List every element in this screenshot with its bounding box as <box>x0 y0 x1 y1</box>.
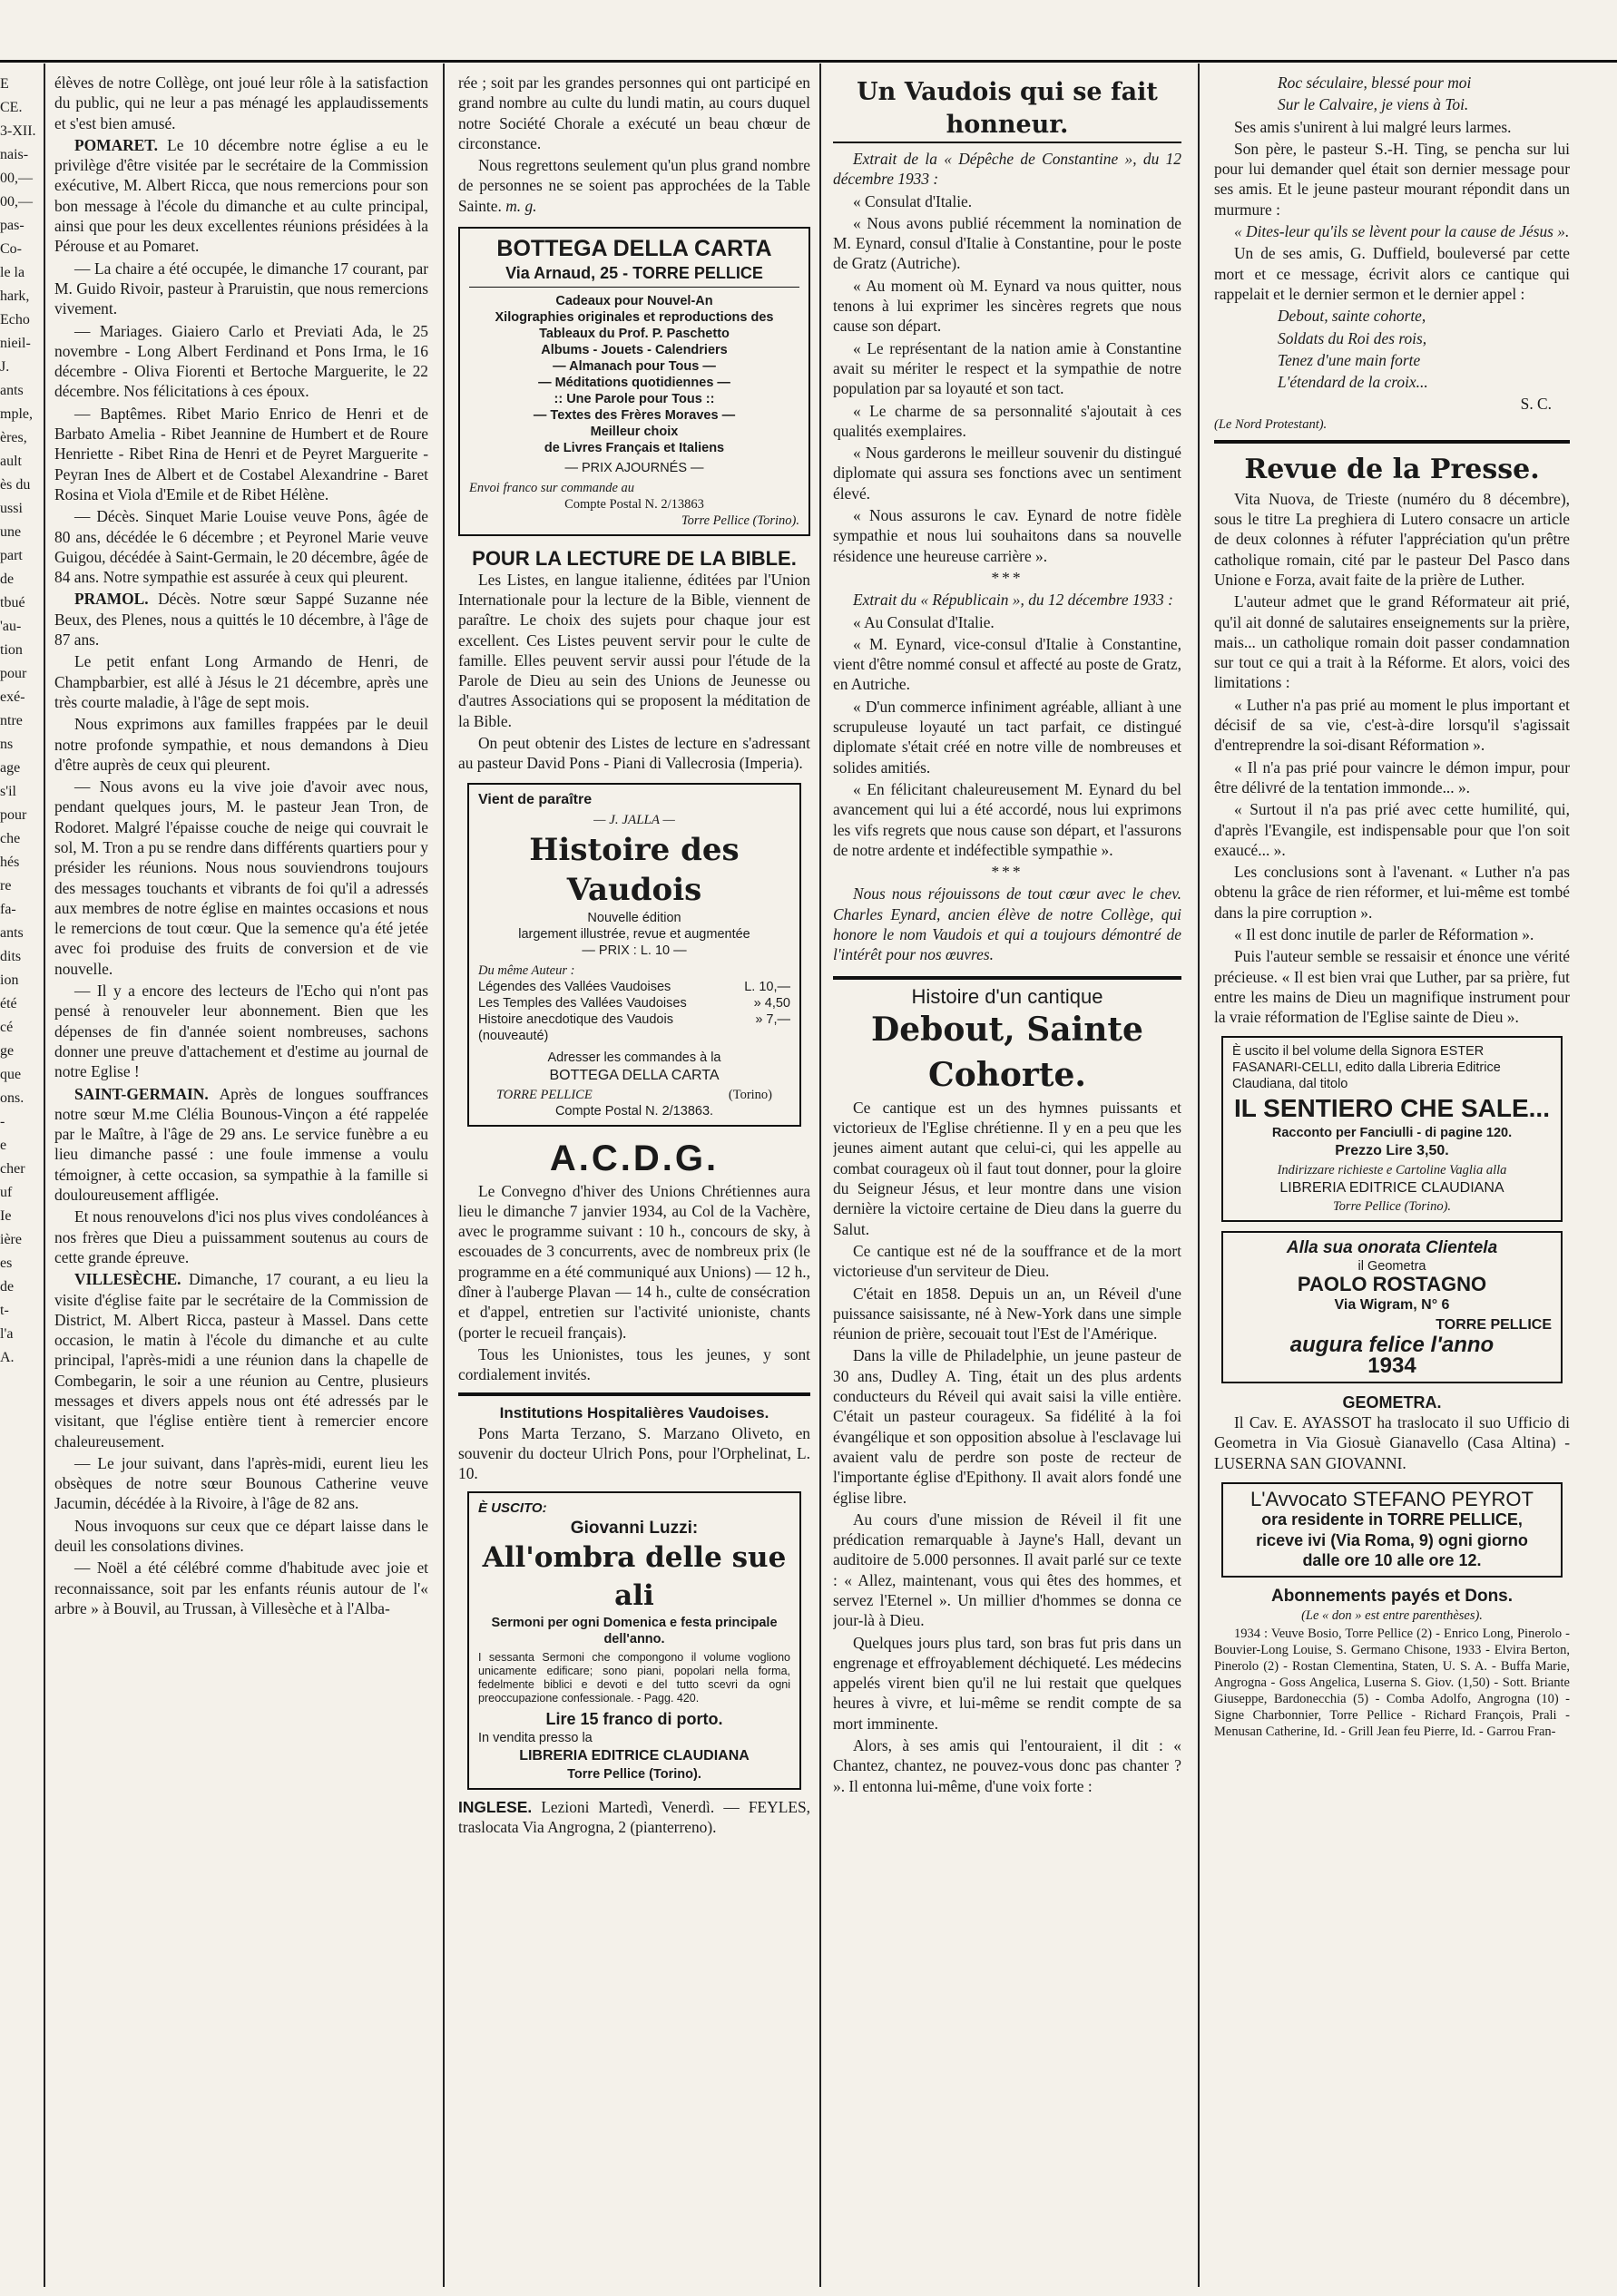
place-heading: POMARET. <box>74 135 158 154</box>
ad-line: :: Une Parole pour Tous :: <box>554 392 715 407</box>
column-rule <box>443 64 445 2287</box>
poem-line: Soldats du Roi des rois, <box>1278 328 1427 347</box>
column-rule <box>1198 64 1200 2287</box>
ad-city: TORRE PELLICE <box>496 1087 593 1102</box>
margin-fragment: l'a <box>0 1326 14 1342</box>
ad-title: PAOLO ROSTAGNO <box>1297 1273 1487 1296</box>
ad-line: — PRIX : L. 10 — <box>582 943 687 959</box>
margin-fragment: exé- <box>0 689 25 705</box>
margin-fragment: - <box>0 1114 5 1129</box>
margin-fragment: ussi <box>0 501 23 516</box>
paragraph: Dans la ville de Philadelphie, un jeune pasteur de 30 ans, Dudley A. Ting, était un des plus ardents conducteurs du Réveil qui avait saisi la ville entière. C'était un pasteur courageux. Sa fidélité à la foi évangélique et son opposition absolue à l'esclavage lui avaient valu de perdre son poste de recteur de l'importante église d'Epithony. Il avait alors fondé une église libre. <box>833 1346 1181 1507</box>
margin-fragment: J. <box>0 359 10 375</box>
section-title: Institutions Hospitalières Vaudoises. <box>499 1403 769 1422</box>
paragraph: « Le charme de sa personnalité s'ajoutait à ces qualités exemplaires. <box>833 401 1181 440</box>
ad-line: Alla sua onorata Clientela <box>1286 1238 1498 1258</box>
ad-line: Albums - Jouets - Calendriers <box>541 343 728 358</box>
ad-line: Du même Auteur : <box>478 963 575 979</box>
margin-fragment: dits <box>0 949 22 964</box>
paragraph: « D'un commerce infiniment agréable, alliant à une scrupuleuse loyauté un tact parfait, ce distingué diplomate s'était créé en notre ville de nombreuses et solides amitiés. <box>833 697 1181 777</box>
divider <box>458 1392 810 1396</box>
paragraph: Au cours d'une mission de Réveil il fit une prédication remarquable à Jayne's Hall, devant un auditoire de 5.000 personnes. Il avait parlé sur ce texte : « Allez, maintenant, vous qui êtes des hommes, et servez l'Eternel ». Un millier d'hommes se donna ce jour-là à Dieu. <box>833 1509 1181 1630</box>
ad-line: dalle ore 10 alle ore 12. <box>1302 1550 1482 1569</box>
ad-line: In vendita presso la <box>478 1730 593 1745</box>
margin-fragment: 3-XII. <box>0 123 36 139</box>
margin-fragment: che <box>0 831 21 846</box>
paragraph: Et nous renouvelons d'ici nos plus vives condoléances à nos frères que Dieu a puissamment soutenus au cours de cette grande épreuve. <box>54 1207 428 1266</box>
ad-line: Torre Pellice (Torino). <box>1332 1199 1452 1215</box>
paragraph <box>458 1797 810 1838</box>
price-row <box>478 979 790 995</box>
top-rule <box>0 60 1617 63</box>
ad-line: Vient de paraître <box>478 791 593 807</box>
ad-line: Prezzo Lire 3,50. <box>1335 1143 1449 1159</box>
paragraph <box>54 1084 428 1206</box>
margin-fragment: ants <box>0 925 24 941</box>
ad-line: 1934 <box>1367 1353 1416 1378</box>
poem-line: Tenez d'une main forte <box>1278 350 1421 369</box>
margin-fragment: ons. <box>0 1090 24 1106</box>
margin-fragment: pour <box>0 666 27 681</box>
paragraph: « Surtout il n'a pas prié avec cette humilité, qui, d'après l'Evangile, est indispensable pour que l'on soit exaucé... ». <box>1214 800 1570 859</box>
margin-fragment: hés <box>0 855 20 870</box>
ad-line: Torre Pellice (Torino). <box>681 513 799 529</box>
margin-fragment: ault <box>0 454 22 469</box>
ad-line: BOTTEGA DELLA CARTA <box>549 1068 720 1084</box>
section-title: GEOMETRA. <box>1342 1392 1442 1412</box>
margin-fragment: pour <box>0 807 27 823</box>
ad-histoire-vaudois <box>467 783 801 1127</box>
margin-fragment: t- <box>0 1303 9 1318</box>
paragraph: « M. Eynard, vice-consul d'Italie à Constantine, vient d'être nommé consul et affecté au poste de Gratz, en Autriche. <box>833 634 1181 694</box>
ad-title: Histoire des Vaudois <box>529 832 740 909</box>
paragraph: Son père, le pasteur S.-H. Ting, se pencha sur lui pour lui demander quel était son dernier message pour ses amis. Et le jeune pasteur mourant répondit dans un murmure : <box>1214 139 1570 219</box>
paragraph: — Il y a encore des lecteurs de l'Echo qui n'ont pas pensé à renouveler leur abonnement. Bien que les dépenses de fin d'année soient nombreuses, sachons donner une preuve d'attachement et d'estime au journal de notre Eglise ! <box>54 982 428 1081</box>
paragraph-text: Le 10 décembre notre église a eu le privilège d'être visitée par le secrétaire de la Commission exécutive, M. Albert Ricca, que nous remercions pour son bon message à l'école du dimanche et au culte principal, ainsi que pour les deux excellentes réunions présidées à la Pérouse et au Pomaret. <box>54 135 428 256</box>
ad-sentiero <box>1221 1036 1563 1222</box>
margin-fragment: de <box>0 1279 15 1295</box>
section-title: Revue de la Presse. <box>1244 453 1540 485</box>
ad-line: ora residente in TORRE PELLICE, <box>1261 1510 1523 1529</box>
book-price: » 7,— <box>755 1012 790 1028</box>
paragraph: — Baptêmes. Ribet Mario Enrico de Henri et de Barbato Amelia - Ribet Jeannine de Humbert et de Roure Henriette - Ribet Rina de Henri et de Peyret Marguerite - Peyran Ines de Albert et de Costabel Alexandrine - Baret Rosina et Viola d'Emile et de Ribet Hélène. <box>54 404 428 503</box>
paragraph: Nous exprimons aux familles frappées par le deuil notre profonde sympathie, et nous demandons à Dieu d'être auprès de ceux qui pleurent. <box>54 715 428 774</box>
ad-luzzi <box>467 1491 801 1790</box>
column-4 <box>1214 73 1570 2287</box>
paragraph: Les conclusions sont à l'avenant. « Luther n'a pas obtenu la grâce de rien réformer, et lui-même est tombé dans la pire corruption ». <box>1214 863 1570 922</box>
separator-stars: *** <box>991 568 1024 587</box>
paragraph: — Décès. Sinquet Marie Louise veuve Pons, âgée de 80 ans, décédée le 6 décembre ; et Peyronel Marie veuve Guigou, décédée à Saint-Germain, le 20 décembre, âgée de 84 ans. Notre sympathie est assurée à ceux qui pleurent. <box>54 507 428 587</box>
paragraph: Tous les Unionistes, tous les jeunes, y sont cordialement invités. <box>458 1344 810 1384</box>
ad-line: Cadeaux pour Nouvel-An <box>555 294 713 309</box>
paragraph: Alors, à ses amis qui l'entouraient, il dit : « Chantez, chantez, ne pouvez-vous donc pas chanter ? ». Il entonna lui-même, d'une voix forte : <box>833 1736 1181 1795</box>
paragraph <box>54 589 428 650</box>
margin-fragment: re <box>0 878 12 894</box>
margin-fragment: le la <box>0 265 25 280</box>
article-title: Un Vaudois qui se fait honneur. <box>833 76 1181 143</box>
section-title: POUR LA LECTURE DE LA BIBLE. <box>472 547 797 571</box>
paragraph: Ce cantique est né de la souffrance et de la mort victorieuse d'un serviteur de Dieu. <box>833 1241 1181 1281</box>
ad-title: All'ombra delle sue ali <box>482 1541 787 1613</box>
paragraph: Nous nous réjouissons de tout cœur avec le chev. Charles Eynard, ancien élève de notre Collège, qui honore le nom Vaudois et qui a toujours démontré de l'intérêt pour nos œuvres. <box>833 884 1181 964</box>
margin-fragment: s'il <box>0 784 16 799</box>
ad-line: Racconto per Fanciulli - di pagine 120. <box>1271 1126 1513 1141</box>
source-note: (Le Nord Protestant). <box>1214 416 1328 432</box>
paragraph-text: Nous regrettons seulement qu'un plus grand nombre de personnes ne se soient pas approchées de la Table Sainte. <box>458 156 810 215</box>
ad-line: È uscito il bel volume della Signora ESTER FASANARI-CELLI, edito dalla Libreria Editrice Claudiana, dal titolo <box>1232 1044 1501 1092</box>
paragraph: « En félicitant chaleureusement M. Eynard du bel avancement qui lui a été accordé, nous lui exprimons les vifs regrets que nous cause son départ, et l'assurons de notre ardente et indéfectible sympathie ». <box>833 779 1181 859</box>
margin-fragment: tbué <box>0 595 25 611</box>
ad-line: TORRE PELLICE <box>1436 1316 1552 1333</box>
margin-fragment: ntre <box>0 713 23 728</box>
place-heading: INGLESE. <box>458 1797 533 1816</box>
margin-fragment: Co- <box>0 241 22 257</box>
margin-fragment: que <box>0 1067 22 1082</box>
paragraph: « Consulat d'Italie. <box>853 191 973 210</box>
signature: S. C. <box>1520 395 1552 414</box>
subscriber-list: 1934 : Veuve Bosio, Torre Pellice (2) - Enrico Long, Pinerolo - Bouvier-Long Louise, S. Germano Chisone, 1933 - Elvira Berton, Pinerolo (2) - Rostan Clementina, Staten, U. S. A. - Buffa Marie, Angrogna - Goss Angelica, Luserna S. Giov. (1,50) - Sott. Briante Giuseppe, Bardonecchia (5) - Comba Adolfo, Angrogna (10) - Signe Charbonnier, Torre Pellice - Richard François, Prali - Menusan Catherine, Id. - Grill Jean feu Pierre, Id. - Garrou Fran- <box>1214 1626 1570 1739</box>
paragraph: Puis l'auteur semble se ressaisir et énonce une vérité précieuse. « Il est bien vrai que Luther, par sa prière, fut entre les mains de Dieu un magnifique instrument pour la vraie réformation de l'Eglise sainte de Dieu ». <box>1214 947 1570 1027</box>
ad-line: LIBRERIA EDITRICE CLAUDIANA <box>519 1747 750 1764</box>
ad-line: Compte Postal N. 2/13863 <box>564 497 704 513</box>
column-1 <box>54 73 428 2287</box>
book-title: Histoire anecdotique des Vaudois (nouveauté) <box>478 1012 673 1044</box>
margin-fragment: cé <box>0 1020 14 1035</box>
ad-line: Meilleur choix <box>590 425 679 440</box>
ad-line: riceve ivi (Via Roma, 9) ogni giorno <box>1256 1530 1528 1549</box>
paragraph-text: Décès. Notre sœur Sappé Suzanne née Beux, des Plenes, nous a quittés le 10 décembre, à l'âge de 87 ans. <box>54 590 428 650</box>
margin-fragment: e <box>0 1138 7 1153</box>
book-title: Les Temples des Vallées Vaudoises <box>478 996 687 1011</box>
ad-line: Torre Pellice (Torino). <box>567 1766 701 1782</box>
ad-rostagno <box>1221 1231 1563 1383</box>
ad-line: LIBRERIA EDITRICE CLAUDIANA <box>1279 1179 1504 1196</box>
paragraph: Extrait du « Républicain », du 12 décembre 1933 : <box>853 591 1173 610</box>
margin-fragment: ès du <box>0 477 31 493</box>
place-heading: PRAMOL. <box>74 590 149 609</box>
ad-line: largement illustrée, revue et augmentée <box>518 927 750 943</box>
margin-fragment: hark, <box>0 288 30 304</box>
ad-line: augura felice l'anno <box>1289 1333 1494 1358</box>
book-title: Légendes des Vallées Vaudoises <box>478 980 671 995</box>
book-price: » 4,50 <box>753 996 790 1011</box>
ad-line: — PRIX AJOURNÉS — <box>564 461 704 476</box>
paragraph: Quelques jours plus tard, son bras fut pris dans un engrenage et effroyablement déchiqueté. Les médecins appelés virent bien qu'il ne lui restait que quelques heures à vivre, et lui-même se rendit compte de sa mort imminente. <box>833 1633 1181 1733</box>
paragraph: rée ; soit par les grandes personnes qui ont participé en grand nombre au culte du lundi matin, au cours duquel notre Société Chorale a exécuté un beau chœur de circonstance. <box>458 73 810 152</box>
poem-line: Roc séculaire, blessé pour moi <box>1278 73 1472 92</box>
margin-fragment: ns <box>0 737 14 752</box>
margin-fragment: nais- <box>0 147 29 162</box>
margin-fragment: age <box>0 760 21 776</box>
margin-fragment: Echo <box>0 312 30 327</box>
ad-line: — Almanach pour Tous — <box>553 359 716 375</box>
paragraph: Les Listes, en langue italienne, éditées par l'Union Internationale pour la lecture de la Bible, viennent de paraître. Le choix des sujets pour chaque jour est excellent. Ces Listes peuvent servir pour le culte de famille. Elles peuvent servir aussi pour l'étude de la Parole de Dieu au sein des Unions de Jeunesse ou d'autres Associations qui se proposent la méditation de la Bible. <box>458 570 810 730</box>
ad-line: Via Wigram, N° 6 <box>1334 1296 1450 1313</box>
paragraph <box>54 135 428 257</box>
paragraph-text: Après de longues souffrances notre sœur M.me Clélia Bounous-Vinçon a été rappelée par le Maître, à l'âge de 29 ans. Le service funèbre a eu lieu dimanche passé : une foule immense a voulu témoigner, à cette occasion, sa sympathie à la famille si douloureusement affligée. <box>54 1084 428 1205</box>
place-heading: SAINT-GERMAIN. <box>74 1084 209 1103</box>
note: (Le « don » est entre parenthèses). <box>1301 1607 1483 1623</box>
margin-fragment: Ie <box>0 1208 12 1224</box>
margin-fragment: 'au- <box>0 619 22 634</box>
margin-fragment: E <box>0 76 9 92</box>
margin-fragment: tion <box>0 642 23 658</box>
ad-line: de Livres Français et Italiens <box>544 441 725 456</box>
ad-region: (Torino) <box>728 1087 772 1102</box>
margin-fragments <box>0 73 40 2287</box>
section-title: Abonnements payés et Dons. <box>1270 1587 1514 1607</box>
paragraph: Il Cav. E. AYASSOT ha traslocato il suo Ufficio di Geometra in Via Giosuè Gianavello (Casa Altina) - LUSERNA SAN GIOVANNI. <box>1214 1413 1570 1472</box>
margin-fragment: CE. <box>0 100 23 115</box>
ad-address: Via Arnaud, 25 - TORRE PELLICE <box>469 263 799 288</box>
paragraph: — Nous avons eu la vive joie d'avoir avec nous, pendant quelques jours, M. le pasteur Jean Tron, de Rodoret. Malgré l'épaisse couche de neige qui couvrait le sol, M. Tron a pu se rendre dans différents quartiers pour y présider les réunions. Nous nous souviendrons toujours des messages touchants et vibrants de foi qu'il a adressés aux membres de notre église en maintes occasions et nous le remercions de tout cœur. Que la semence qu'a été jetée avec foi produise des fruits de conversion et de vie nouvelle. <box>54 777 428 978</box>
article-subtitle: Histoire d'un cantique <box>911 984 1103 1008</box>
ad-title: BOTTEGA DELLA CARTA <box>496 236 772 262</box>
margin-fragment: ge <box>0 1043 15 1059</box>
column-rule <box>44 64 45 2287</box>
paragraph: « Luther n'a pas prié au moment le plus important et décisif de sa vie, c'est-à-dire lorsqu'il s'agissait d'entreprendre la soi-disant Réformation ». <box>1214 695 1570 755</box>
ad-line: — J. JALLA — <box>593 812 675 827</box>
paragraph: Ses amis s'unirent à lui malgré leurs larmes. <box>1234 117 1512 136</box>
paragraph: « Au moment où M. Eynard va nous quitter, nous tenons à lui exprimer les sincères regrets que nous cause son départ. <box>833 276 1181 336</box>
ad-peyrot <box>1221 1482 1563 1578</box>
paragraph: Ce cantique est un des hymnes puissants et victorieux de l'Eglise chrétienne. Il y en a peu que les jeunes aiment autant que celui-ci, qui les appelle au combat courageux où il faut tout donner, pour la gloire du Seigneur Jésus, et leur montre dans une vision dernière la victoire certaine de Dieu dans la guerre du Salut. <box>833 1098 1181 1238</box>
margin-fragment: cher <box>0 1161 25 1177</box>
paragraph: Nous invoquons sur ceux que ce départ laisse dans le deuil les consolations divines. <box>54 1516 428 1556</box>
divider <box>1214 440 1570 444</box>
margin-fragment: ion <box>0 972 19 988</box>
signature: m. g. <box>505 196 537 215</box>
margin-fragment: uf <box>0 1185 13 1200</box>
margin-fragment: ères, <box>0 430 27 445</box>
paragraph: Pons Marta Terzano, S. Marzano Oliveto, en souvenir du docteur Ulrich Pons, pour l'Orphelinat, L. 10. <box>458 1423 810 1483</box>
margin-fragment: mple, <box>0 406 33 422</box>
ad-line: Compte Postal N. 2/13863. <box>554 1103 714 1119</box>
ad-line: Envoi franco sur commande au <box>469 481 635 496</box>
ad-line: I sessanta Sermoni che compongono il volume vogliono unicamente edificare; sono piani, popolari nella forma, fedelmente biblici e devoti e del tutto scevri da ogni preoccupazione confessionale. - Pagg. 420. <box>478 1651 790 1705</box>
ad-line: Lire 15 franco di porto. <box>545 1710 723 1729</box>
margin-fragment: ière <box>0 1232 22 1247</box>
margin-fragment: nieil- <box>0 336 31 351</box>
paragraph <box>458 155 810 216</box>
ad-line: Sermoni per ogni Domenica e festa principale dell'anno. <box>491 1616 778 1647</box>
margin-fragment: fa- <box>0 902 16 917</box>
paragraph: « Nous garderons le meilleur souvenir du distingué diplomate qui assura ses fonctions avec un sentiment élevé. <box>833 444 1181 503</box>
ad-line: Adresser les commandes à la <box>547 1050 721 1066</box>
poem-line: Debout, sainte cohorte, <box>1278 307 1426 326</box>
paragraph: Un de ses amis, G. Duffield, bouleversé par cette mort et ce message, écrivit alors ce cantique qui rappelait et le dernier sermon et le dernier appel : <box>1214 244 1570 303</box>
margin-fragment: 00,— <box>0 194 33 210</box>
column-rule <box>819 64 821 2287</box>
paragraph: « Il est donc inutile de parler de Réformation ». <box>1234 924 1534 943</box>
ad-bottega <box>458 227 810 536</box>
paragraph: — La chaire a été occupée, le dimanche 17 courant, par M. Guido Rivoir, pasteur à Praruistin, que nous remercions vivement. <box>54 259 428 318</box>
paragraph: Le petit enfant Long Armando de Henri, de Champbarbier, est allé à Jésus le 21 décembre, après une très courte maladie, à l'âge de sept mois. <box>54 652 428 711</box>
ad-title: L'Avvocato STEFANO PEYROT <box>1250 1488 1534 1511</box>
ad-line: Nouvelle édition <box>587 911 681 926</box>
paragraph: « Nous avons publié récemment la nomination de M. Eynard, consul d'Italie à Constantine, pour le poste de Gratz (Autriche). <box>833 213 1181 273</box>
margin-fragment: A. <box>0 1350 15 1365</box>
price-row <box>478 1011 790 1044</box>
place-heading: VILLESÈCHE. <box>74 1270 181 1289</box>
margin-fragment: de <box>0 572 15 587</box>
separator-stars: *** <box>991 863 1024 882</box>
ad-line: Indirizzare richieste e Cartoline Vaglia alla <box>1277 1162 1507 1177</box>
article-title: Debout, Sainte Cohorte. <box>871 1010 1143 1094</box>
margin-fragment: été <box>0 996 17 1011</box>
ad-line <box>478 1087 790 1103</box>
margin-fragment: ants <box>0 383 24 398</box>
paragraph: Le Convegno d'hiver des Unions Chrétiennes aura lieu le dimanche 7 janvier 1934, au Col de la Vachère, avec le programme suivant : 10 h., concours de sky, à escouades de 3 concurrents, avec de nombreux prix (le programme en a été communiqué aux Unions) — 12 h., dîner à l'auberge Plavan — 14 h., culte de consécration et d'appel, entretien sur l'activité unioniste, chants (porter le recueil français). <box>458 1181 810 1342</box>
paragraph: Vita Nuova, de Trieste (numéro du 8 décembre), sous le titre La preghiera di Lutero consacre un article de deux colonnes à réfuter l'appréciation qu'un prêtre catholique romain, cité par le pasteur Del Pasco dans Unione e Forza, avait faite de la prière de Luther. <box>1214 489 1570 589</box>
column-2 <box>458 73 810 2287</box>
book-price: L. 10,— <box>744 980 790 995</box>
paragraph: « Le représentant de la nation amie à Constantine avait su mériter le respect et la sympathie de notre population par sa loyauté et son tact. <box>833 338 1181 398</box>
column-3 <box>833 73 1181 2287</box>
paragraph: C'était en 1858. Depuis un an, un Réveil d'une puissance saisissante, né à New-York dans une simple réunion de prière, secouait tout l'Est de l'Amérique. <box>833 1284 1181 1343</box>
ad-line: Giovanni Luzzi: <box>570 1518 699 1538</box>
paragraph: — Le jour suivant, dans l'après-midi, eurent lieu les obsèques de notre sœur Bounous Catherine veuve Jacumin, décédée à la Rivoire, à l'âge de 82 ans. <box>54 1453 428 1513</box>
price-row <box>478 995 790 1011</box>
paragraph-text: Dimanche, 17 courant, a eu lieu la visite d'église faite par le secrétaire de la Commission de District, M. Albert Ricca, pasteur à Massel. Dans cette occasion, le matin à l'école du dimanche et au culte principal, l'après-midi a une réunion dans la chapelle de Combegarin, le soir a une réunion au Centre, plusieurs messages et divers appels nous ont été adressés par le visitant, que l'église entière tient à remercier encore chaleureusement. <box>54 1270 428 1451</box>
section-title: A.C.D.G. <box>549 1138 720 1178</box>
divider <box>833 976 1181 980</box>
paragraph: « Il n'a pas prié pour vaincre le démon impur, pour être délivré de la tentation immonde... ». <box>1214 757 1570 796</box>
paragraph: « Au Consulat d'Italie. <box>853 612 995 631</box>
margin-fragment: une <box>0 524 22 540</box>
ad-line: Xilographies originales et reproductions des Tableaux du Prof. P. Paschetto <box>495 310 774 342</box>
paragraph: « Nous assurons le cav. Eynard de notre fidèle sympathie et nous lui souhaitons dans sa nouvelle résidence une heureuse carrière ». <box>833 506 1181 565</box>
paragraph: élèves de notre Collège, ont joué leur rôle à la satisfaction du public, qui ne leur a pas ménagé les applaudissements et s'est bien amusé. <box>54 73 428 132</box>
paragraph: — Mariages. Giaiero Carlo et Previati Ada, le 25 novembre - Long Albert Ferdinand et Pons Irma, le 16 décembre - Oliva Fiorenti et Bertoche Marguerite, le 22 décembre. Nos félicitations à ces époux. <box>54 321 428 401</box>
poem-line: L'étendard de la croix... <box>1278 373 1428 392</box>
paragraph <box>54 1269 428 1451</box>
ad-line: — Méditations quotidiennes — <box>538 376 730 391</box>
margin-fragment: 00,— <box>0 171 33 186</box>
paragraph: — Noël a été célébré comme d'habitude avec joie et reconnaissance, soit par les enfants réunis autour de l'« arbre » à Bouvil, au Trussan, à Villesèche et à l'Alba- <box>54 1558 428 1617</box>
ad-line: È USCITO: <box>478 1500 547 1516</box>
ad-title: IL SENTIERO CHE SALE... <box>1234 1094 1550 1123</box>
paragraph: « Dites-leur qu'ils se lèvent pour la cause de Jésus ». <box>1234 222 1570 241</box>
paragraph: On peut obtenir des Listes de lecture en s'adressant au pasteur David Pons - Piani di Vallecrosia (Imperia). <box>458 734 810 773</box>
paragraph-text: Lezioni Martedì, Venerdì. — FEYLES, traslocata Via Angrogna, 2 (pianterreno). <box>458 1797 810 1837</box>
poem-line: Sur le Calvaire, je viens à Toi. <box>1278 95 1469 114</box>
margin-fragment: part <box>0 548 23 563</box>
margin-fragment: pas- <box>0 218 24 233</box>
ad-line: il Geometra <box>1357 1259 1426 1275</box>
ad-line: — Textes des Frères Moraves — <box>533 408 736 424</box>
paragraph: Extrait de la « Dépêche de Constantine », du 12 décembre 1933 : <box>833 150 1181 189</box>
margin-fragment: es <box>0 1255 13 1271</box>
paragraph: L'auteur admet que le grand Réformateur ait prié, qu'il ait donné de salutaires enseignements sur la prière, mais... un catholique romain doit passer condamnation sur tout ce qui a trait à la Réforme. Et alors, voici des limitations : <box>1214 592 1570 692</box>
